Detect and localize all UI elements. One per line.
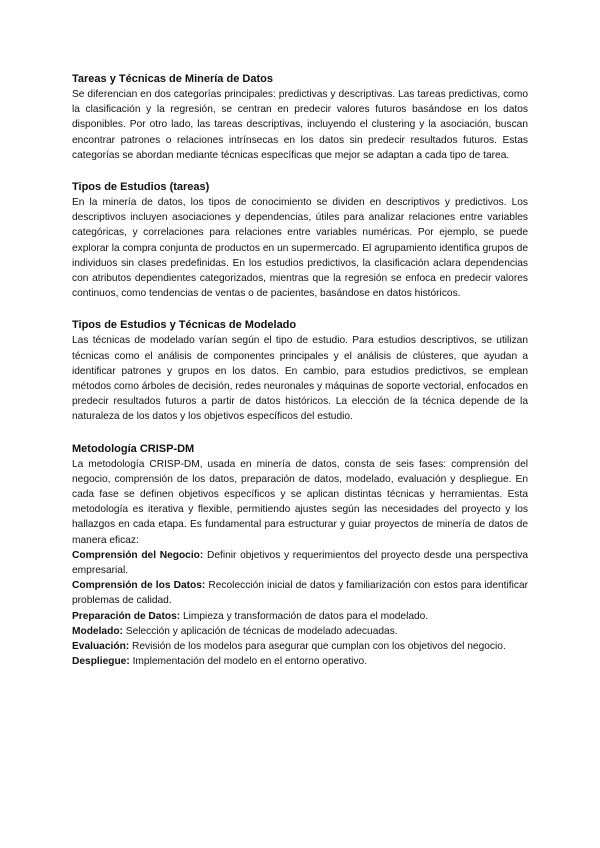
phase-label: Preparación de Datos: [72,610,181,622]
phase-text: Definir objetivos y requerimientos del proyecto desde una perspectiva empresarial. [72,549,528,577]
phase-item [72,639,528,654]
phase-item [72,654,528,669]
phase-text: Selección y aplicación de técnicas de modelado adecuadas. [122,625,398,637]
phase-label: Comprensión de los Datos: [72,580,206,592]
section-heading: Tipos de Estudios (tareas) [72,181,210,194]
section-crisp-dm [72,442,528,670]
section-paragraph: Las técnicas de modelado varían según el tipo de estudio. Para estudios descriptivos, se utilizan técnicas como el análisis de componentes principales y el análisis de clústeres, que ayudan a identificar patrones y grupos en los datos. En cambio, para estudios predictivos, se emplean métodos como árboles de decisión, redes neuronales y máquinas de soporte vectorial, enfocados en predecir resultados futuros a partir de datos históricos. La elección de la técnica depende de la naturaleza de los datos y los objetivos específicos del estudio. [72,335,528,423]
phase-text: Recolección inicial de datos y familiarización con estos para identificar problemas de calidad. [72,580,529,607]
phase-item [72,578,528,608]
section-heading: Tareas y Técnicas de Minería de Datos [72,73,273,85]
section-paragraph: La metodología CRISP-DM, usada en minería de datos, consta de seis fases: comprensión del negocio, comprensión de los datos, preparación de datos, modelado, evaluación y despliegue. En cada fase se definen objetivos específicos y se aplican distintas técnicas y herramientas. Esta metodología es iterativa y flexible, permitiendo ajustes según las necesidades del proyecto y los hallazgos en cada etapa. Es fundamental para estructurar y guiar proyectos de minería de datos de manera eficaz: [72,458,528,546]
phase-label: Comprensión del Negocio: [72,549,204,561]
section-paragraph: En la minería de datos, los tipos de conocimiento se dividen en descriptivos y predictivos. Los descriptivos incluyen asociaciones y dependencias, útiles para analizar relaciones entre variables categóricas, y correlaciones para relaciones entre variables numéricas. Por ejemplo, se puede explorar la compra conjunta de productos en un supermercado. El agrupamiento identifica grupos de individuos sin clases predefinidas. En los estudios predictivos, la clasificación aclara dependencias con atributos dependientes categorizados, mientras que la regresión se enfoca en predecir valores continuos, como tendencias de ventas o de pacientes, basándose en datos históricos. [72,197,528,300]
phase-label: Modelado: [72,625,123,637]
phase-item [72,624,528,639]
phase-text: Limpieza y transformación de datos para el modelado. [180,610,429,622]
phase-label: Evaluación: [72,641,130,653]
section-modeling-techniques [72,318,528,424]
section-data-mining-tasks [72,72,528,163]
document-page [72,72,528,687]
section-study-types [72,180,528,301]
phase-label: Despliegue: [72,656,130,668]
phase-item [72,609,528,624]
section-heading: Metodología CRISP-DM [72,442,195,455]
phase-text: Revisión de los modelos para asegurar que cumplan con los objetivos del negocio. [129,641,506,653]
phase-text: Implementación del modelo en el entorno operativo. [129,656,368,668]
phase-item [72,548,528,578]
section-paragraph: Se diferencian en dos categorías principales: predictivas y descriptivas. Las tareas predictivas, como la clasificación y la regresión, se centran en predecir valores futuros basándose en los datos disponibles. Por otro lado, las tareas descriptivas, incluyendo el clustering y la asociación, buscan encontrar patrones o relaciones intrínsecas en los datos sin predecir resultados futuros. Estas categorías se abordan mediante técnicas específicas que mejor se adaptan a cada tipo de tarea. [72,89,528,161]
section-heading: Tipos de Estudios y Técnicas de Modelado [72,319,297,332]
